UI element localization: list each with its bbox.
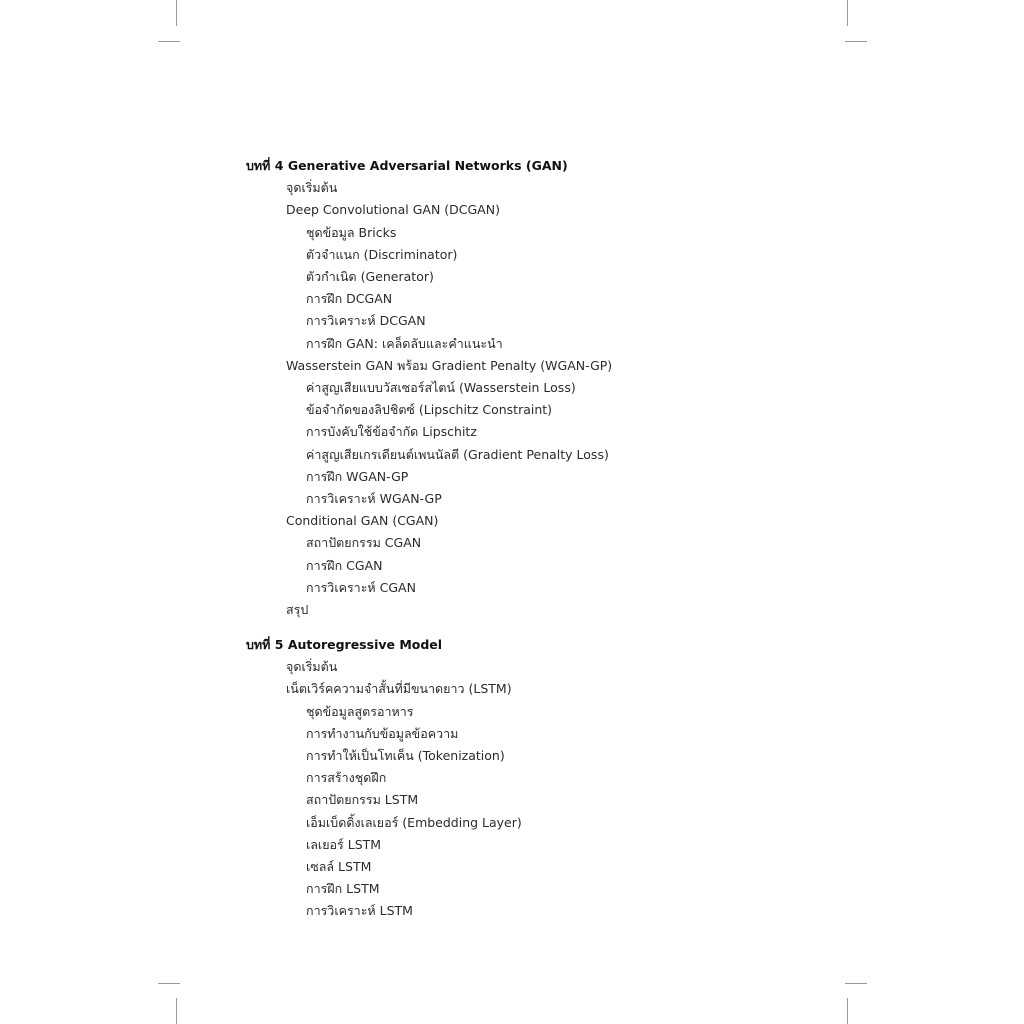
toc-section: จุดเริ่มต้น [286, 659, 338, 674]
toc-section: Conditional GAN (CGAN) [286, 513, 439, 528]
toc-subsection: การวิเคราะห์ CGAN [306, 580, 416, 595]
toc-section: จุดเริ่มต้น [286, 180, 338, 195]
chapter-title: บทที่ 4 Generative Adversarial Networks (GAN) [246, 158, 568, 173]
toc-subsection: ชุดข้อมูล Bricks [306, 225, 397, 240]
toc-section: Wasserstein GAN พร้อม Gradient Penalty (WGAN-GP) [286, 358, 613, 373]
toc-subsection: การวิเคราะห์ WGAN-GP [306, 491, 442, 506]
toc-subsection: การฝึก WGAN-GP [306, 469, 409, 484]
toc-subsection: ข้อจำกัดของลิปชิตซ์ (Lipschitz Constraint) [306, 402, 553, 417]
toc-subsection: ค่าสูญเสียแบบวัสเซอร์สไตน์ (Wasserstein Loss) [306, 380, 576, 395]
toc-subsection: สถาปัตยกรรม CGAN [306, 535, 422, 550]
toc-section: เน็ตเวิร์คความจำสั้นที่มีขนาดยาว (LSTM) [286, 681, 512, 696]
toc-subsection: เลเยอร์ LSTM [306, 837, 382, 852]
toc-subsection: การฝึก GAN: เคล็ดลับและคำแนะนำ [306, 336, 503, 351]
toc-section: Deep Convolutional GAN (DCGAN) [286, 202, 500, 217]
toc-subsection: เซลล์ LSTM [306, 859, 372, 874]
toc-subsection: การสร้างชุดฝึก [306, 770, 387, 785]
toc-subsection: ตัวจำแนก (Discriminator) [306, 247, 458, 262]
toc-subsection: สถาปัตยกรรม LSTM [306, 792, 419, 807]
toc-subsection: การฝึก DCGAN [306, 291, 393, 306]
toc-section: สรุป [286, 602, 309, 617]
toc-subsection: การฝึก CGAN [306, 558, 383, 573]
toc-subsection: การทำงานกับข้อมูลข้อความ [306, 726, 459, 741]
toc-subsection: การบังคับใช้ข้อจำกัด Lipschitz [306, 424, 477, 439]
toc-subsection: ตัวกำเนิด (Generator) [306, 269, 434, 284]
toc-subsection: การฝึก LSTM [306, 881, 380, 896]
toc-subsection: การทำให้เป็นโทเค็น (Tokenization) [306, 748, 505, 763]
toc-subsection: การวิเคราะห์ LSTM [306, 903, 413, 918]
toc-subsection: ชุดข้อมูลสูตรอาหาร [306, 704, 414, 719]
toc-subsection: เอ็มเบ็ดดิ้งเลเยอร์ (Embedding Layer) [306, 815, 522, 830]
toc-subsection: การวิเคราะห์ DCGAN [306, 313, 426, 328]
chapter-title: บทที่ 5 Autoregressive Model [246, 637, 443, 652]
toc-subsection: ค่าสูญเสียเกรเดียนต์เพนนัลตี (Gradient Penalty Loss) [306, 447, 609, 462]
